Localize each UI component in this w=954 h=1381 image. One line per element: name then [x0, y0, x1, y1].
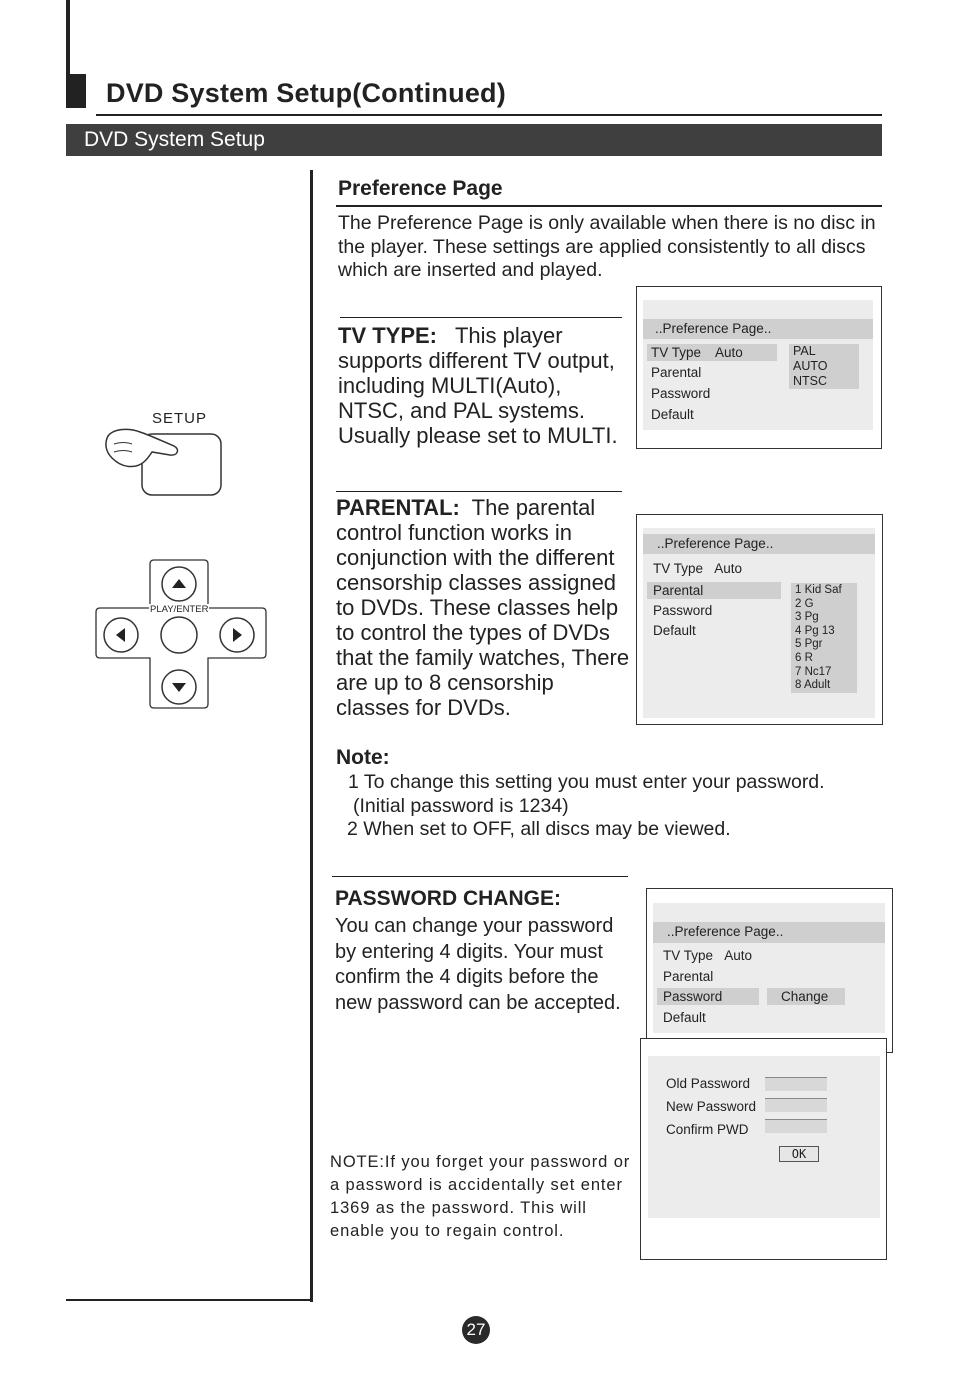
setup-label: SETUP: [152, 410, 208, 427]
parental-paragraph: [336, 495, 632, 720]
tv-type-text: This player supports different TV output, including MULTI(Auto), NTSC, and PAL systems. Usually please set to MULTI.: [338, 323, 618, 448]
password-menu: [646, 888, 893, 1053]
confirm-pwd-field[interactable]: [765, 1119, 827, 1133]
parental-menu: [636, 514, 883, 725]
tv-option-auto[interactable]: AUTO: [793, 359, 828, 373]
tv-type-label: TV TYPE:: [338, 323, 438, 348]
parental-option[interactable]: 4 Pg 13: [795, 624, 835, 637]
parental-option[interactable]: 8 Adult: [795, 679, 831, 692]
parental-option[interactable]: 1 Kid Saf: [795, 584, 842, 596]
confirm-pwd-label: Confirm PWD: [666, 1122, 749, 1137]
parental-option[interactable]: 6 R: [795, 651, 813, 664]
tv-option-pal[interactable]: PAL: [793, 344, 816, 358]
parental-option[interactable]: 7 Nc17: [795, 665, 832, 678]
arrow-right-button[interactable]: [220, 618, 254, 652]
ok-button[interactable]: OK: [779, 1146, 819, 1162]
note-line-3: 2 When set to OFF, all discs may be viewed.: [347, 818, 731, 840]
tv-type-separator: [340, 317, 622, 318]
old-password-label: Old Password: [666, 1076, 751, 1091]
menu-page-title: ..Preference Page..: [667, 924, 784, 939]
parental-option[interactable]: 5 Pgr: [795, 638, 823, 651]
menu-item-default[interactable]: Default: [663, 1010, 706, 1025]
new-password-field[interactable]: [765, 1098, 827, 1112]
password-change-option[interactable]: Change: [767, 988, 845, 1005]
parental-options: [791, 583, 857, 693]
play-enter-label: PLAY/ENTER: [150, 604, 209, 615]
menu-item-password[interactable]: Password: [651, 386, 711, 401]
menu-page-title: ..Preference Page..: [655, 321, 772, 336]
preference-rule: [336, 205, 882, 207]
direction-pad: [92, 556, 272, 716]
note-line-1: 1 To change this setting you must enter your password.: [348, 771, 825, 793]
section-band: [66, 124, 882, 156]
arrow-up-button[interactable]: [162, 567, 196, 601]
menu-item-tv-type[interactable]: TV Type Auto: [663, 948, 753, 963]
parental-text: The parental control function works in conjunction with the different censorship classes assigned to DVDs. These classes help to control the types of DVDs that the family watches, There are up to 8 censorship classes for DVDs.: [336, 495, 630, 720]
menu-item-default[interactable]: Default: [653, 623, 696, 638]
parental-separator: [336, 491, 622, 492]
tv-type-menu: [636, 286, 882, 449]
column-divider: [310, 170, 313, 1302]
menu-item-tv-type[interactable]: TV Type Auto: [647, 344, 777, 361]
password-separator: [332, 876, 628, 877]
menu-item-password[interactable]: Password: [653, 603, 713, 618]
parental-option[interactable]: 3 Pg: [795, 611, 819, 624]
preference-heading: Preference Page: [338, 177, 503, 200]
arrow-down-button[interactable]: [162, 670, 196, 704]
tv-option-ntsc[interactable]: NTSC: [793, 374, 828, 388]
menu-item-password[interactable]: Password: [657, 988, 759, 1005]
password-change-text: You can change your password by entering 4 digits. Your must confirm the 4 digits before the new password can be accepted.: [335, 915, 621, 1014]
parental-option[interactable]: 2 G: [795, 597, 814, 610]
page-title: DVD System Setup(Continued): [106, 78, 506, 108]
new-password-label: New Password: [666, 1099, 757, 1114]
tv-type-paragraph: [338, 323, 630, 448]
note-line-2: (Initial password is 1234): [353, 795, 569, 817]
enter-button[interactable]: [161, 617, 197, 653]
page-number: 27: [462, 1316, 490, 1344]
title-rule: [96, 114, 882, 116]
menu-item-default[interactable]: Default: [651, 407, 694, 422]
header-block-mark: [66, 74, 86, 108]
menu-page-title: ..Preference Page..: [657, 536, 774, 551]
menu-item-parental[interactable]: Parental: [663, 969, 714, 984]
password-dialog: [640, 1038, 887, 1260]
menu-item-tv-type[interactable]: TV Type Auto: [653, 561, 743, 576]
section-band-label: DVD System Setup: [84, 128, 265, 151]
menu-item-parental[interactable]: Parental: [647, 582, 781, 599]
note-heading: Note:: [336, 746, 390, 769]
arrow-left-button[interactable]: [104, 618, 138, 652]
tv-type-options: [789, 344, 859, 389]
old-password-field[interactable]: [765, 1077, 827, 1091]
parental-label: PARENTAL:: [336, 495, 460, 520]
setup-button[interactable]: [100, 424, 230, 502]
menu-item-parental[interactable]: Parental: [651, 365, 702, 380]
column-bottom-rule: [66, 1299, 313, 1301]
forget-password-note: NOTE:If you forget your password or a password is accidentally set enter 1369 as the password. This will enable you to regain control.: [330, 1153, 631, 1240]
preference-intro: The Preference Page is only available when there is no disc in the player. These settings are applied consistently to all discs which are inserted and played.: [338, 212, 876, 281]
password-change-label: PASSWORD CHANGE:: [335, 887, 561, 910]
